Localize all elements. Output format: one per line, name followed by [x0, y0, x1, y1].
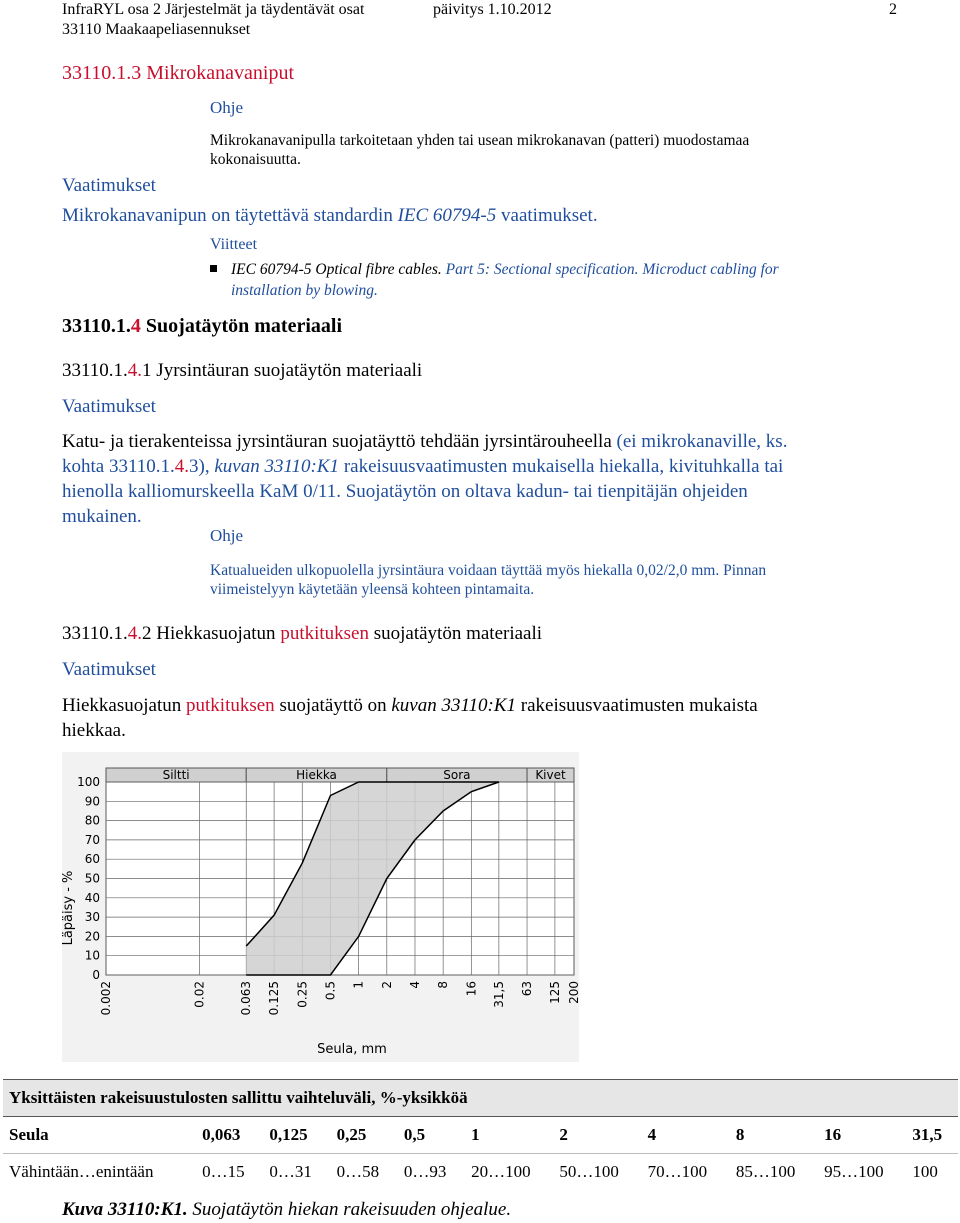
- reference-item: [210, 260, 779, 279]
- header-doc-title: InfraRYL osa 2 Järjestelmät ja täydentävät osat: [62, 1, 365, 18]
- subsection-num: 33110.1.: [62, 623, 128, 644]
- grain-size-table: [3, 1079, 958, 1190]
- x-tick-label: 0.5: [323, 981, 338, 1001]
- req-text: vaatimukset.: [496, 205, 598, 226]
- req-text: Mikrokanavanipun on täytettävä standardin: [62, 205, 398, 226]
- section-title-1-4: [62, 315, 342, 338]
- table-cell-sieve: 0,25: [331, 1117, 398, 1154]
- section-num: 33110.1.: [62, 315, 131, 337]
- ohje-label: Ohje: [210, 98, 244, 117]
- subsection-num: 33110.1.: [62, 360, 128, 381]
- table-cell-range: 100: [912, 1162, 938, 1181]
- table-cell-sieve: 31,5: [906, 1117, 958, 1154]
- subsection-title-text: 1 Jyrsintäuran suojatäytön materiaali: [142, 360, 423, 381]
- x-tick-label: 0.125: [267, 981, 282, 1016]
- ohje-line: kokonaisuutta.: [210, 151, 301, 168]
- zone-label: Kivet: [535, 768, 566, 782]
- y-tick-label: 100: [77, 775, 100, 789]
- x-tick-label: 63: [520, 981, 535, 997]
- y-tick-label: 20: [84, 929, 100, 944]
- row-label: Vähintään…enintään: [9, 1162, 154, 1181]
- para-line: [62, 454, 787, 479]
- y-tick-label: 30: [84, 910, 100, 925]
- subsection-title-changed: putkituksen: [280, 623, 369, 644]
- figure-label: Kuva 33110:K1.: [62, 1199, 188, 1220]
- y-tick-label: 10: [84, 948, 100, 963]
- header-page-number: 2: [889, 1, 897, 18]
- table-cell-range: 0…93: [403, 1162, 447, 1181]
- text: Katu- ja tierakenteissa jyrsintäuran suojatäyttö tehdään jyrsintärouheella: [62, 431, 617, 452]
- header-left: [62, 0, 364, 40]
- ohje-text: [210, 131, 749, 169]
- y-tick-label: 0: [92, 968, 100, 982]
- subsection-num-changed: 4.: [127, 360, 143, 381]
- text: rakeisuusvaatimusten mukaista: [516, 695, 758, 716]
- viitteet-label: Viitteet: [210, 236, 258, 253]
- table-cell-sieve: 0,5: [398, 1117, 465, 1154]
- x-tick-label: 0.002: [99, 981, 113, 1016]
- table-cell-range: 50…100: [559, 1162, 619, 1181]
- subsection-title-text: suojatäytön materiaali: [368, 623, 543, 644]
- subsection-title-1-4-1: [62, 358, 422, 383]
- ohje-line: Mikrokanavanipulla tarkoitetaan yhden tai usean mikrokanavan (patteri) muodostamaa: [210, 132, 750, 149]
- table-row-range: [3, 1154, 958, 1191]
- para-line: hienolla kalliomurskeella KaM 0/11. Suojatäytön on oltava kadun- tai tienpitäjän ohjeiden: [62, 481, 748, 502]
- subsection-num-changed: 4.: [127, 623, 143, 644]
- reference-subtitle: Part 5: Sectional specification. Microduct cabling for: [441, 261, 779, 278]
- zone-label: Sora: [443, 768, 471, 782]
- text-changed-red: putkituksen: [186, 695, 275, 716]
- ohje-line: Katualueiden ulkopuolella jyrsintäura voidaan täyttää myös hiekalla 0,02/2,0 mm. Pinnan: [210, 562, 767, 579]
- subsection-title-1-4-2: [62, 621, 542, 646]
- table-cell-sieve: 0,125: [263, 1117, 330, 1154]
- x-tick-label: 0.02: [192, 981, 207, 1008]
- table-cell-range: 85…100: [735, 1162, 796, 1181]
- vaatimukset-label-2: Vaatimukset: [62, 396, 156, 417]
- y-tick-label: 90: [84, 794, 100, 809]
- text-changed: rakeisuusvaatimusten mukaisella hiekalla, kivituhkalla tai: [339, 456, 784, 477]
- row-label: Seula: [3, 1117, 196, 1154]
- x-tick-label: 0.25: [295, 981, 310, 1008]
- table-caption: Yksittäisten rakeisuustulosten sallittu vaihteluväli, %-yksikköä: [3, 1080, 958, 1117]
- text-changed-red: 4.: [174, 456, 190, 477]
- figure-caption: [62, 1199, 511, 1221]
- x-tick-label: 125: [547, 981, 562, 1004]
- table-cell-range: 95…100: [824, 1162, 884, 1181]
- text-changed: 3),: [189, 456, 215, 477]
- section-title-1-3: 33110.1.3 Mikrokanavaniput: [62, 62, 295, 84]
- text-changed: kohta 33110.1.: [62, 456, 175, 477]
- ohje-line: viimeistelyyn käytetään yleensä kohteen pintamaita.: [210, 581, 535, 598]
- x-tick-label: 16: [464, 981, 479, 997]
- figure-caption-text: Suojatäytön hiekan rakeisuuden ohjealue.: [187, 1199, 512, 1220]
- text-changed: (ei mikrokanaville, ks.: [616, 431, 788, 452]
- standard-ref: IEC 60794-5: [397, 205, 497, 226]
- table-cell-range: 0…15: [202, 1162, 245, 1181]
- x-tick-label: 1: [351, 981, 366, 989]
- x-tick-label: 31,5: [491, 981, 506, 1008]
- table-row-seula: [3, 1117, 958, 1154]
- y-tick-label: 50: [84, 871, 100, 886]
- text: suojatäyttö on: [274, 695, 392, 716]
- x-axis-label: Seula, mm: [317, 1042, 387, 1057]
- table-cell-sieve: 0,063: [196, 1117, 263, 1154]
- y-tick-label: 70: [84, 832, 100, 847]
- table-cell-range: 0…58: [336, 1162, 380, 1181]
- table-cell-sieve: 16: [818, 1117, 906, 1154]
- ohje-label-2: Ohje: [210, 526, 244, 545]
- header-chapter: 33110 Maakaapeliasennukset: [62, 21, 251, 38]
- zone-label: Siltti: [162, 768, 190, 782]
- vaatimukset-label: Vaatimukset: [62, 175, 156, 196]
- subsection-title-text: 2 Hiekkasuojatun: [142, 623, 281, 644]
- x-tick-label: 0.063: [239, 981, 254, 1016]
- vaatimukset-label-3: Vaatimukset: [62, 659, 156, 680]
- table-cell-sieve: 2: [553, 1117, 641, 1154]
- section-num-changed: 4: [130, 315, 141, 337]
- table-cell-range: 0…31: [269, 1162, 312, 1181]
- table-cell-sieve: 1: [465, 1117, 553, 1154]
- para-line: mukainen.: [62, 506, 142, 527]
- paragraph-1: [62, 429, 787, 529]
- text: Hiekkasuojatun: [62, 695, 187, 716]
- para-line: [62, 429, 787, 454]
- figure-ref: kuvan 33110:K1: [214, 456, 340, 477]
- para-line: hiekkaa.: [62, 720, 126, 741]
- paragraph-2: [62, 693, 758, 743]
- x-tick-label: 2: [379, 981, 394, 989]
- header-date: päivitys 1.10.2012: [433, 1, 552, 18]
- x-tick-label: 4: [407, 981, 422, 989]
- table-cell-sieve: 4: [642, 1117, 730, 1154]
- y-tick-label: 40: [84, 890, 100, 905]
- y-axis-label: Läpäisy - %: [61, 870, 76, 946]
- figure-ref: kuvan 33110:K1: [391, 695, 517, 716]
- bullet-icon: [210, 265, 217, 272]
- para-line: [62, 693, 758, 718]
- x-tick-label: 8: [436, 981, 451, 989]
- grain-size-chart: [62, 752, 579, 1062]
- x-tick-label: 200: [567, 981, 581, 1004]
- zone-label: Hiekka: [296, 768, 337, 782]
- y-tick-label: 60: [84, 852, 100, 867]
- y-tick-label: 80: [84, 813, 100, 828]
- requirement-text: [62, 205, 598, 227]
- section-title-text: Suojatäytön materiaali: [140, 315, 342, 337]
- table-cell-range: 70…100: [647, 1162, 708, 1181]
- ohje-text-2: [210, 561, 766, 599]
- table-cell-sieve: 8: [730, 1117, 818, 1154]
- reference-title: IEC 60794-5 Optical fibre cables.: [231, 261, 442, 278]
- reference-line2: installation by blowing.: [231, 282, 378, 299]
- table-cell-range: 20…100: [471, 1162, 531, 1181]
